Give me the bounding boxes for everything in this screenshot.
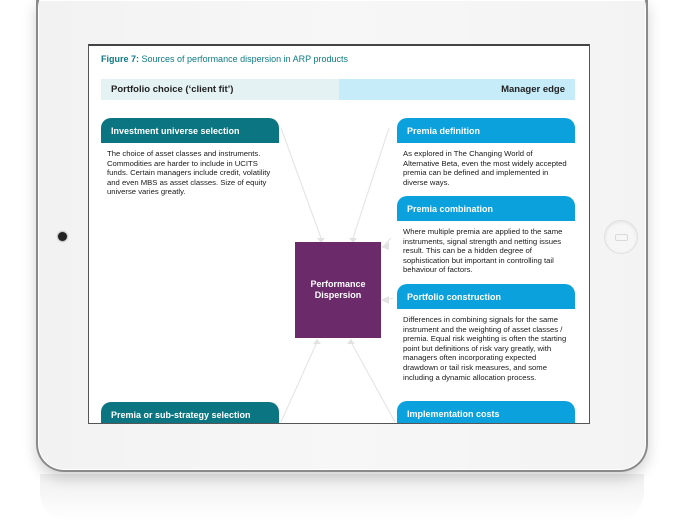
performance-dispersion-box: [295, 242, 381, 338]
card-title: Portfolio construction: [397, 284, 575, 309]
band-right-label: Manager edge: [501, 84, 565, 95]
card-body: Differences in combining signals for the same instrument and the weighting of asset classes / premia. Equal risk weighting is often the starting point but definitions of risk vary greatly, with managers often incorporating expected drawdown or tail risk measures, and some including a dynamic allocation process.: [403, 315, 567, 382]
card-title: Implementation costs: [397, 401, 575, 424]
card-premia-definition: [397, 118, 575, 187]
card-body: The choice of asset classes and instruments. Commodities are harder to include in UCITS funds. Certain managers include credit, volatility and even MBS as asset classes. Size of equity universe varies greatly.: [107, 149, 271, 197]
card-implementation-costs: [397, 401, 575, 424]
tablet-reflection: [40, 474, 644, 522]
center-line1: Performance: [310, 279, 366, 289]
home-button[interactable]: [604, 220, 638, 254]
card-investment-universe-selection: [101, 118, 279, 197]
card-portfolio-construction: [397, 284, 575, 382]
card-premia-combination: [397, 196, 575, 275]
card-title: Premia definition: [397, 118, 575, 143]
figure-label: Figure 7:: [101, 54, 140, 64]
camera-icon: [58, 232, 67, 241]
tablet-screen: [88, 44, 590, 424]
band-left-label: Portfolio choice (‘client fit’): [111, 84, 234, 95]
card-premia-sub-strategy-selection: [101, 402, 279, 424]
card-title: Investment universe selection: [101, 118, 279, 143]
tablet-frame-top: [36, 0, 648, 20]
center-line2: Dispersion: [314, 290, 362, 300]
card-title: Premia or sub-strategy selection: [101, 402, 279, 424]
card-body: As explored in The Changing World of Alternative Beta, even the most widely accepted premia can be defined and implemented in diverse ways.: [403, 149, 567, 187]
figure-title-text: Sources of performance dispersion in ARP products: [141, 54, 348, 64]
card-title: Premia combination: [397, 196, 575, 221]
card-body: Where multiple premia are applied to the same instruments, signal strength and netting issues result. This can be a hidden degree of sophistication but important in controlling tail behaviour of factors.: [403, 227, 563, 275]
